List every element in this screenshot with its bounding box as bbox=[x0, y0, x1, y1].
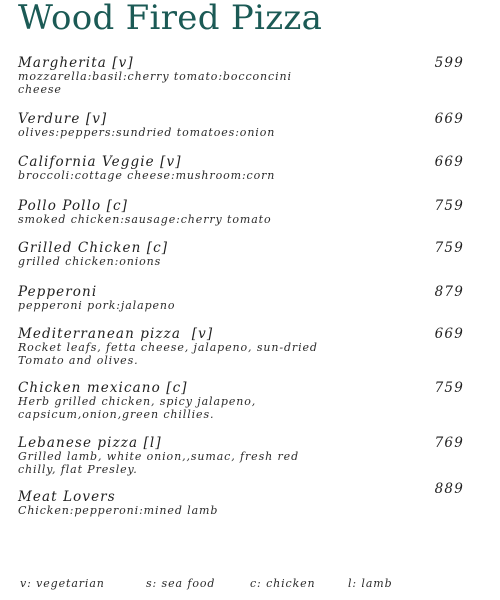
item-price: 669 bbox=[434, 111, 464, 127]
item-name: Lebanese pizza [l] bbox=[18, 435, 162, 451]
legend-chicken: c: chicken bbox=[250, 577, 316, 590]
legend bbox=[20, 577, 393, 590]
menu-item-margherita bbox=[18, 56, 482, 96]
menu-item-pollo-pollo bbox=[18, 199, 482, 227]
item-description: smoked chicken:sausage:cherry tomato bbox=[18, 213, 272, 226]
legend-seafood: s: sea food bbox=[146, 577, 216, 590]
item-description: Rocket leafs, fetta cheese, jalapeno, sun-dried Tomato and olives. bbox=[18, 341, 318, 367]
item-description: pepperoni pork:jalapeno bbox=[18, 299, 176, 312]
item-name: Meat Lovers bbox=[18, 489, 116, 505]
menu-item-mediterranean-pizza bbox=[18, 327, 482, 367]
item-price: 599 bbox=[434, 55, 464, 71]
item-name: Pepperoni bbox=[18, 284, 98, 300]
menu-item-chicken-mexicano bbox=[18, 381, 482, 421]
item-price: 759 bbox=[434, 380, 464, 396]
item-price: 669 bbox=[434, 154, 464, 170]
item-name: Margherita [v] bbox=[18, 55, 134, 71]
item-description: Chicken:pepperoni:mined lamb bbox=[18, 504, 219, 517]
item-description: Grilled lamb, white onion,,sumac, fresh red chilly, flat Presley. bbox=[18, 450, 300, 476]
item-description: broccoli:cottage cheese:mushroom:corn bbox=[18, 169, 276, 182]
menu-item-verdure bbox=[18, 112, 482, 140]
legend-vegetarian: v: vegetarian bbox=[20, 577, 105, 590]
item-description: olives:peppers:sundried tomatoes:onion bbox=[18, 126, 276, 139]
item-name: Verdure [v] bbox=[18, 111, 108, 127]
item-name: Grilled Chicken [c] bbox=[18, 240, 169, 256]
item-name: Mediterranean pizza [v] bbox=[18, 326, 214, 342]
item-name: Chicken mexicano [c] bbox=[18, 380, 188, 396]
legend-lamb: l: lamb bbox=[348, 577, 393, 590]
item-price: 889 bbox=[434, 481, 464, 497]
item-price: 879 bbox=[434, 284, 464, 300]
menu-item-meat-lovers bbox=[18, 482, 482, 518]
page-title: Wood Fired Pizza bbox=[18, 0, 323, 38]
menu-item-lebanese-pizza bbox=[18, 436, 482, 476]
item-name: California Veggie [v] bbox=[18, 154, 182, 170]
item-description: grilled chicken:onions bbox=[18, 255, 162, 268]
item-price: 759 bbox=[434, 198, 464, 214]
menu-item-grilled-chicken bbox=[18, 241, 482, 269]
menu-item-california-veggie bbox=[18, 155, 482, 183]
menu-item-pepperoni bbox=[18, 285, 482, 313]
item-price: 669 bbox=[434, 326, 464, 342]
item-description: mozzarella:basil:cherry tomato:bocconcini cheese bbox=[18, 70, 292, 96]
item-price: 769 bbox=[434, 435, 464, 451]
item-description: Herb grilled chicken, spicy jalapeno, capsicum,onion,green chillies. bbox=[18, 395, 257, 421]
item-price: 759 bbox=[434, 240, 464, 256]
item-name: Pollo Pollo [c] bbox=[18, 198, 129, 214]
